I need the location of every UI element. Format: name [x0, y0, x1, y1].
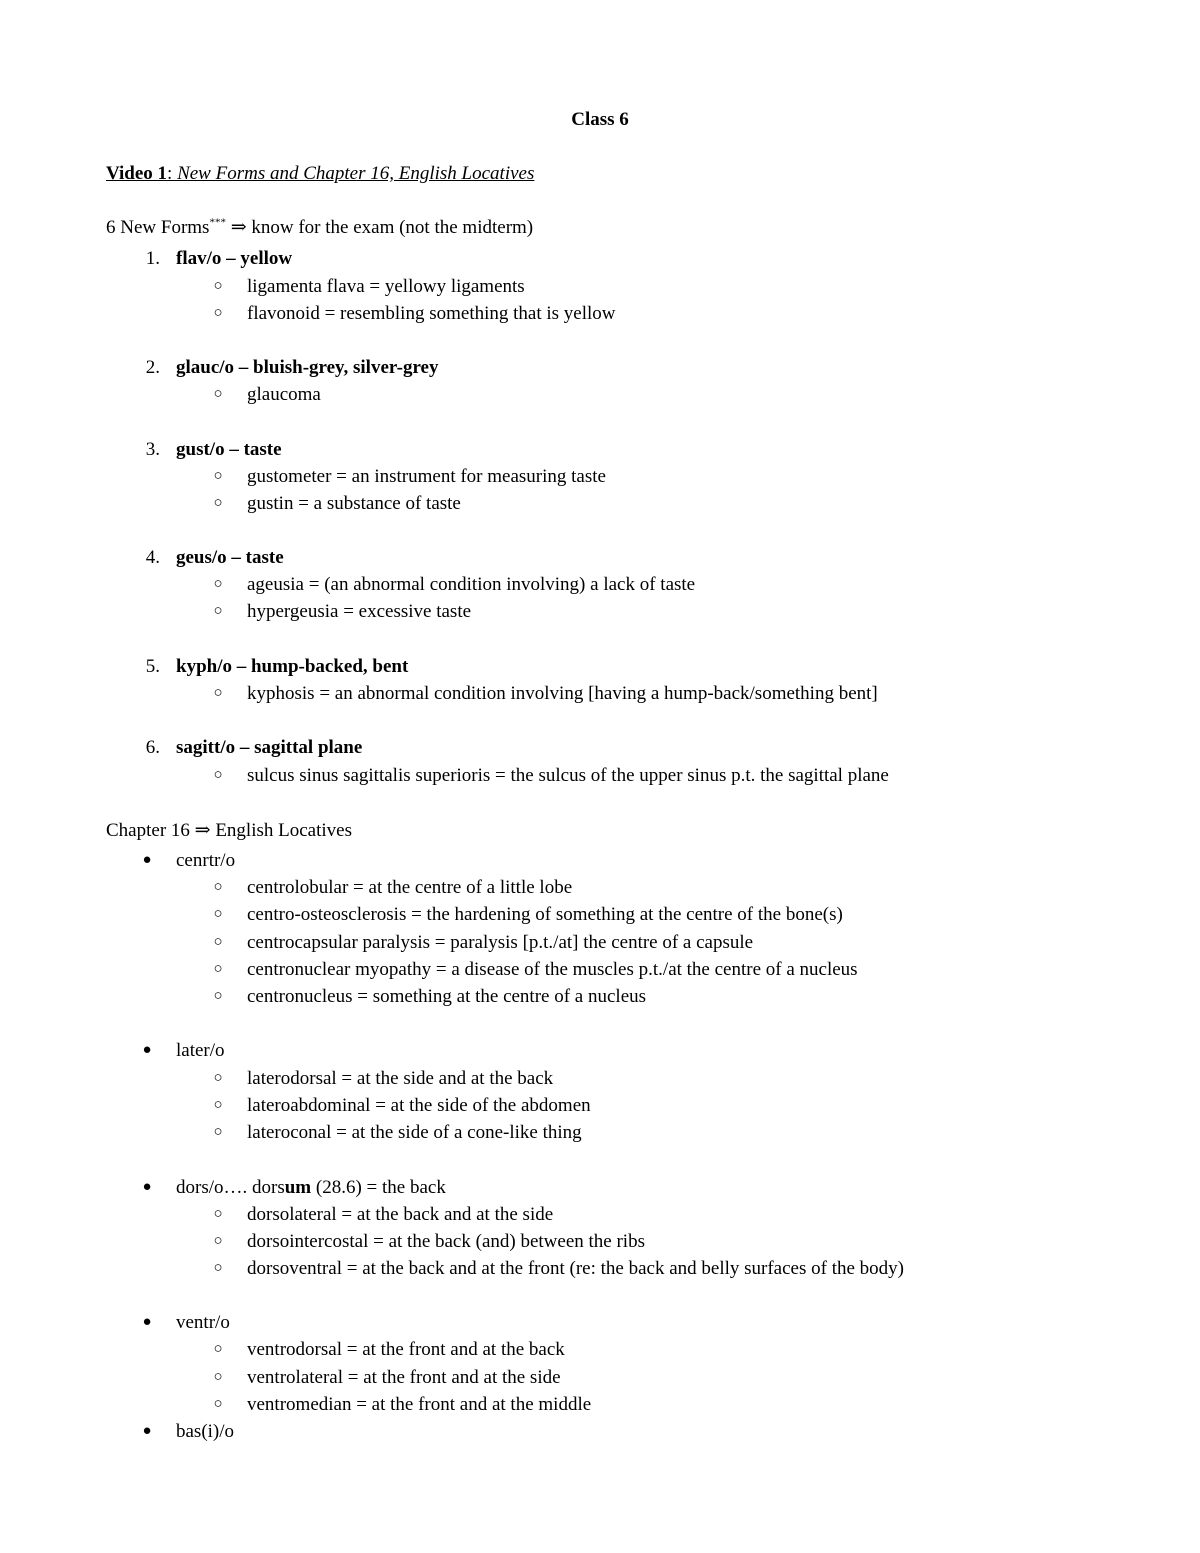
- example: ventrolateral = at the front and at the side: [247, 1367, 561, 1388]
- sub-bullet: ○: [213, 961, 223, 977]
- sub-bullet: ○: [213, 879, 223, 895]
- sub-bullet: ○: [213, 1260, 223, 1276]
- sub-bullet: ○: [213, 1341, 223, 1357]
- example: gustometer = an instrument for measuring taste: [247, 466, 606, 487]
- sub-bullet: ○: [213, 468, 223, 484]
- example: hypergeusia = excessive taste: [247, 601, 472, 622]
- sub-bullet: ○: [213, 495, 223, 511]
- example: centrolobular = at the centre of a little lobe: [247, 877, 573, 898]
- root-label: dors/o…. dorsum (28.6) = the back: [176, 1177, 446, 1198]
- bullet: ●: [142, 1042, 152, 1058]
- example: sulcus sinus sagittalis superioris = the sulcus of the upper sinus p.t. the sagittal plane: [247, 765, 889, 786]
- example: dorsolateral = at the back and at the side: [247, 1204, 554, 1225]
- root-label: bas(i)/o: [176, 1421, 235, 1442]
- example: glaucoma: [247, 384, 321, 405]
- form-term: geus/o – taste: [176, 547, 284, 568]
- root-label: ventr/o: [176, 1312, 230, 1333]
- bullet: ●: [142, 1179, 152, 1195]
- example: centrocapsular paralysis = paralysis [p.t./at] the centre of a capsule: [247, 932, 754, 953]
- form-term: flav/o – yellow: [176, 248, 293, 269]
- root-label: later/o: [176, 1040, 225, 1061]
- example: flavonoid = resembling something that is yellow: [247, 303, 616, 324]
- example: gustin = a substance of taste: [247, 493, 461, 514]
- sub-bullet: ○: [213, 1396, 223, 1412]
- sub-bullet: ○: [213, 906, 223, 922]
- form-term: gust/o – taste: [176, 439, 282, 460]
- root-label: cenrtr/o: [176, 850, 236, 871]
- sub-bullet: ○: [213, 386, 223, 402]
- example: centro-osteosclerosis = the hardening of something at the centre of the bone(s): [247, 904, 843, 925]
- video-subtitle: New Forms and Chapter 16, English Locatives: [177, 163, 535, 184]
- example: ageusia = (an abnormal condition involving) a lack of taste: [247, 574, 696, 595]
- example: laterodorsal = at the side and at the back: [247, 1068, 554, 1089]
- example: ligamenta flava = yellowy ligaments: [247, 276, 525, 297]
- form-term: sagitt/o – sagittal plane: [176, 737, 363, 758]
- sub-bullet: ○: [213, 1124, 223, 1140]
- video-label: Video 1: [106, 163, 168, 184]
- sub-bullet: ○: [213, 1070, 223, 1086]
- sub-bullet: ○: [213, 1233, 223, 1249]
- example: centronuclear myopathy = a disease of the muscles p.t./at the centre of a nucleus: [247, 959, 858, 980]
- sub-bullet: ○: [213, 305, 223, 321]
- sub-bullet: ○: [213, 1206, 223, 1222]
- sub-bullet: ○: [213, 576, 223, 592]
- example: ventromedian = at the front and at the middle: [247, 1394, 592, 1415]
- new-forms-heading: 6 New Forms*** ⇒ know for the exam (not the midterm): [106, 216, 534, 238]
- sub-bullet: ○: [213, 278, 223, 294]
- sub-bullet: ○: [213, 603, 223, 619]
- form-term: glauc/o – bluish-grey, silver-grey: [176, 357, 439, 378]
- example: kyphosis = an abnormal condition involving [having a hump-back/something bent]: [247, 683, 878, 704]
- example: lateroconal = at the side of a cone-like thing: [247, 1122, 582, 1143]
- example: centronucleus = something at the centre of a nucleus: [247, 986, 647, 1007]
- sub-bullet: ○: [213, 767, 223, 783]
- bullet: ●: [142, 1423, 152, 1439]
- sub-bullet: ○: [213, 1369, 223, 1385]
- sub-bullet: ○: [213, 1097, 223, 1113]
- document-page: Class 6 Video 1: New Forms and Chapter 16, English Locatives 6 New Forms*** ⇒ know for the exam (not the midterm) 1. flav/o – yellow ○ ligamenta flava = yellowy ligaments ○ flavonoid = resembling something that is yellow 2. glauc/o – bluish-grey, silver-grey ○ glaucoma 3. gust/o – taste ○ gustometer = an instrument for measuring taste ○ gustin = a substance of taste 4. geus/o – taste ○ ageusia = (an abnormal condition involving) a lack of taste ○ hypergeusia = excessive taste 5. kyph/o – hump-backed, bent ○ kyphosis = an abnormal condition involving [having a hump-back/something bent] 6. sagitt/o – sagittal plane ○ sulcus sinus sagittalis superioris = the sulcus of the upper sinus p.t. the sagittal plane Chapter 16 ⇒ English Locatives ● cenrtr/o ○ centrolobular = at the centre of a little lobe ○ centro-osteosclerosis = the hardening of something at the centre of the bone(s) ○ centrocapsular paralysis = paralysis [p.t./at] the centre of a capsule ○ centronuclear myopathy = a disease of the muscles p.t./at the centre of a nucleus ○ centronucleus = something at the centre of a nucleus ● later/o ○ laterodorsal = at the side and at the back ○ lateroabdominal = at the side of the abdomen ○ lateroconal = at the side of a cone-like thing ● dors/o…. dorsum (28.6) = the back ○ dorsolateral = at the back and at the side ○ dorsointercostal = at the back (and) between the ribs ○ dorsoventral = at the back and at the front (re: the back and belly surfaces of the body) ● ventr/o ○ ventrodorsal = at the front and at the back ○ ventrolateral = at the front and at the side ○ ventromedian = at the front and at the middle ● bas(i)/o: [0, 0, 1200, 1553]
- example: dorsointercostal = at the back (and) between the ribs: [247, 1231, 645, 1252]
- bullet: ●: [142, 852, 152, 868]
- example: dorsoventral = at the back and at the front (re: the back and belly surfaces of the body): [247, 1258, 904, 1279]
- sub-bullet: ○: [213, 934, 223, 950]
- example: ventrodorsal = at the front and at the back: [247, 1339, 565, 1360]
- sub-bullet: ○: [213, 988, 223, 1004]
- page-title: Class 6: [571, 109, 629, 130]
- video-heading: Video 1: New Forms and Chapter 16, English Locatives: [106, 163, 535, 184]
- sub-bullet: ○: [213, 685, 223, 701]
- form-term: kyph/o – hump-backed, bent: [176, 656, 409, 677]
- bullet: ●: [142, 1314, 152, 1330]
- chapter-heading: Chapter 16 ⇒ English Locatives: [106, 820, 352, 841]
- example: lateroabdominal = at the side of the abdomen: [247, 1095, 591, 1116]
